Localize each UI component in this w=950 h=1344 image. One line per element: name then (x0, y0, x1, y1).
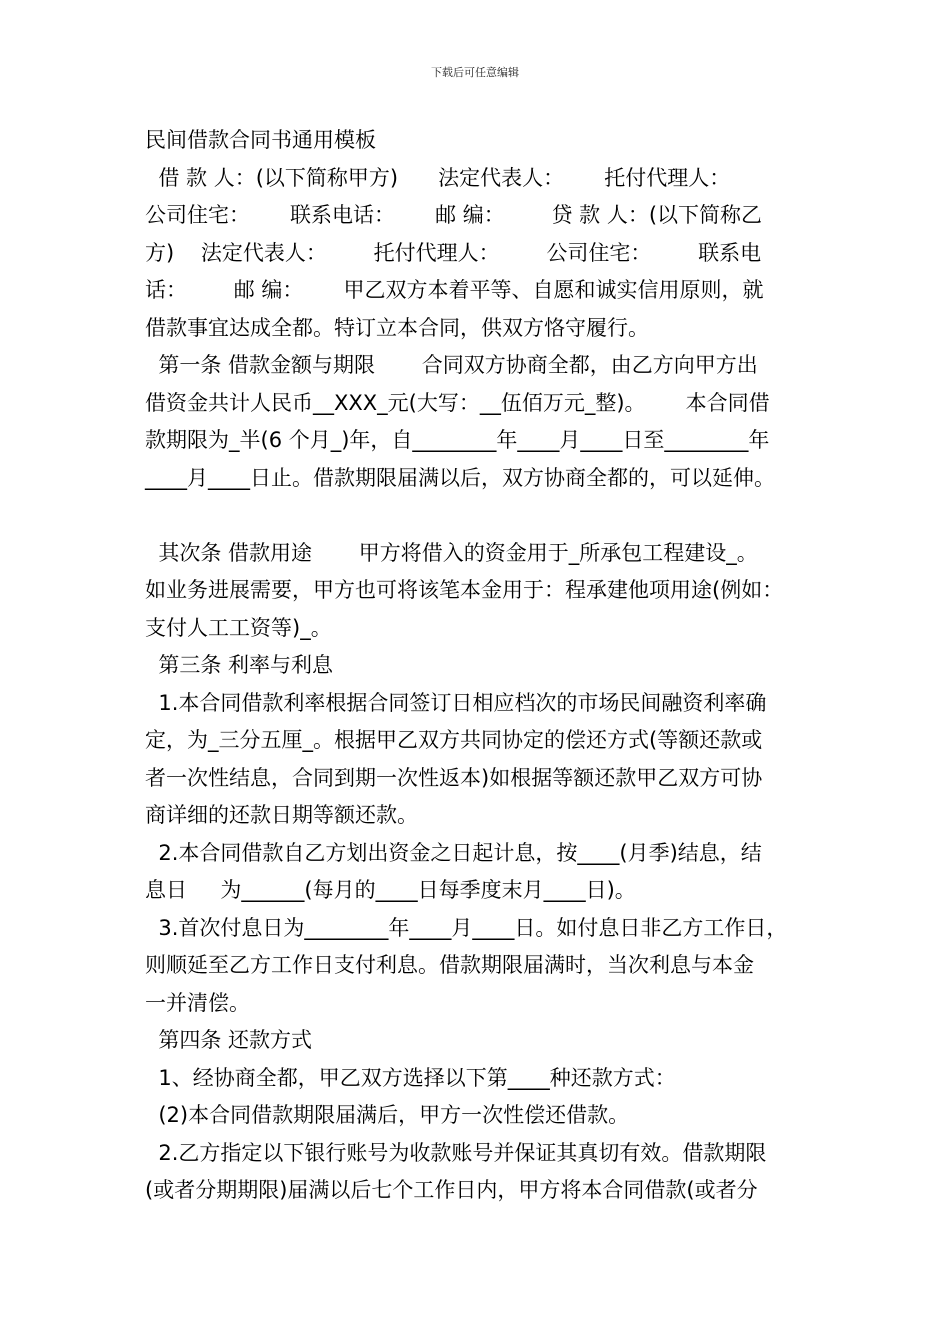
text-line: 1、经协商全都，甲乙双方选择以下第____种还款方式： (145, 1065, 676, 1090)
document-title: 民间借款合同书通用模板 (145, 128, 376, 152)
section-heading: 第四条 还款方式 (145, 1028, 313, 1052)
section-heading: 第三条 利率与利息 (145, 653, 334, 677)
document-body (145, 122, 815, 1210)
text-line: 话： 邮 编： 甲乙双方本着平等、自愿和诚实信用原则，就 (145, 278, 764, 302)
text-line: 借资金共计人民币__XXX_元(大写：__伍佰万元_整)。 本合同借 (145, 390, 770, 415)
text-line: 第一条 借款金额与期限 合同双方协商全都，由乙方向甲方出 (145, 353, 758, 377)
text-line: 一并清偿。 (145, 990, 250, 1015)
text-line: 1.本合同借款利率根据合同签订日相应档次的市场民间融资利率确 (145, 690, 767, 715)
text-line: (2)本合同借款期限届满后，甲方一次性偿还借款。 (145, 1103, 630, 1127)
text-line: (或者分期期限)届满以后七个工作日内，甲方将本合同借款(或者分 (145, 1178, 758, 1202)
text-line: 借 款 人：(以下简称甲方) 法定代表人： 托付代理人： (145, 165, 731, 190)
text-line: 支付人工工资等)_。 (145, 615, 332, 640)
text-line: 公司住宅： 联系电话： 邮 编： 贷 款 人：(以下简称乙 (145, 203, 763, 227)
text-line: 款期限为_半(6 个月_)年，自________年____月____日至________年 (145, 428, 770, 452)
text-line: 3.首次付息日为________年____月____日。如付息日非乙方工作日， (145, 915, 788, 940)
text-line: 2.乙方指定以下银行账号为收款账号并保证其真切有效。借款期限 (145, 1140, 767, 1165)
blank-line (145, 497, 815, 535)
text-line: 方) 法定代表人： 托付代理人： 公司住宅： 联系电 (145, 240, 762, 265)
text-line: 商详细的还款日期等额还款。 (145, 803, 418, 827)
text-line: 如业务进展需要，甲方也可将该笔本金用于：程承建他项用途(例如： (145, 578, 784, 602)
text-line: 其次条 借款用途 甲方将借入的资金用于_所承包工程建设_。 (145, 540, 758, 565)
page-header: 下载后可任意编辑 (431, 66, 519, 79)
text-line: ____月____日止。借款期限届满以后，双方协商全都的，可以延伸。 (145, 465, 775, 490)
text-line: 则顺延至乙方工作日支付利息。借款期限届满时，当次利息与本金 (145, 953, 754, 977)
text-line: 者一次性结息，合同到期一次性返本)如根据等额还款甲乙双方可协 (145, 765, 763, 790)
text-line: 借款事宜达成全都。特订立本合同，供双方恪守履行。 (145, 315, 649, 340)
text-line: 定，为_三分五厘_。根据甲乙双方共同协定的偿还方式(等额还款或 (145, 728, 763, 752)
text-line: 2.本合同借款自乙方划出资金之日起计息，按____(月季)结息，结 (145, 840, 762, 865)
text-line: 息日 为______(每月的____日每季度末月____日)。 (145, 878, 636, 902)
